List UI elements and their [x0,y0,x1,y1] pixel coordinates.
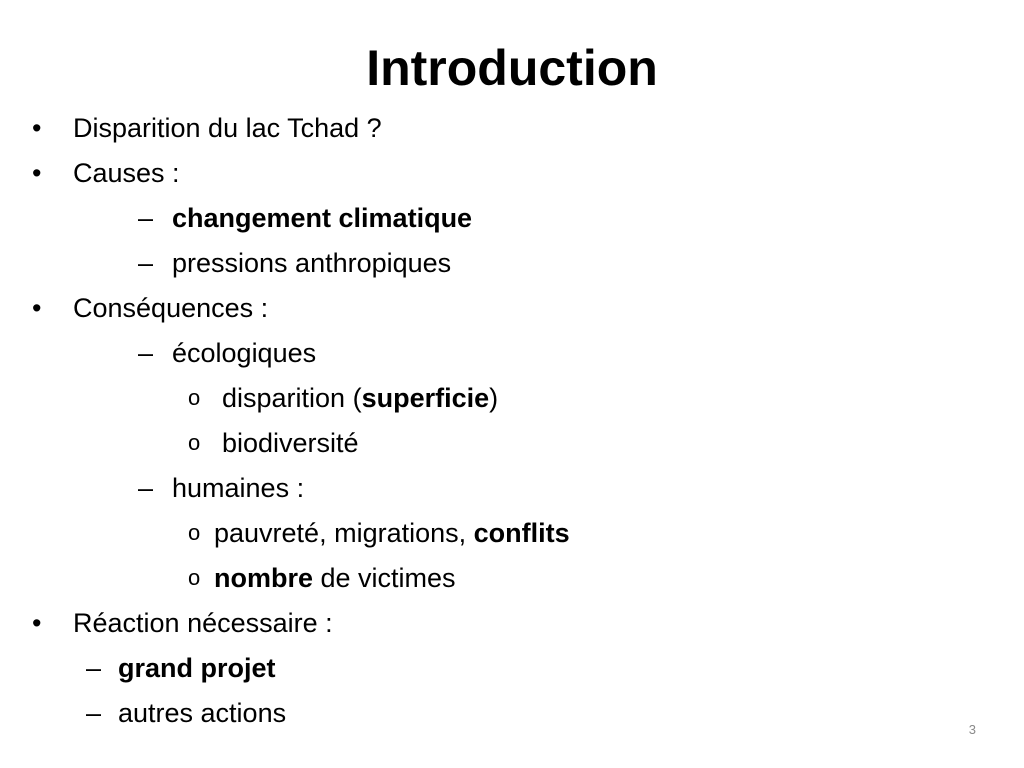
circle-bullet-icon: o [188,520,201,545]
item-pauvrete-conflits [214,513,570,553]
circle-bullet-icon: o [188,565,201,590]
text-segment: disparition ( [222,383,362,413]
dash-icon: – [138,473,154,503]
text-segment: ) [489,383,499,413]
item-ecologiques: écologiques [172,338,317,368]
circle-bullet-icon: o [188,430,201,455]
page-number: 3 [968,722,976,737]
item-grand-projet: grand projet [118,653,276,683]
item-consequences: Conséquences : [73,293,269,323]
text-segment-bold: conflits [473,518,570,548]
dash-icon: – [138,338,154,368]
bullet-icon: • [32,293,42,323]
dash-icon: – [138,203,154,233]
item-disparition-superficie [222,378,498,418]
item-causes: Causes : [73,158,180,188]
circle-bullet-icon: o [188,385,201,410]
bullet-icon: • [32,113,42,143]
item-reaction: Réaction nécessaire : [73,608,333,638]
dash-icon: – [86,698,102,728]
text-segment-bold: superficie [361,383,490,413]
bullet-icon: • [32,158,42,188]
text-segment: pauvreté, migrations, [214,518,474,548]
slide-title: Introduction [366,40,658,96]
item-changement-climatique: changement climatique [172,203,473,233]
dash-icon: – [86,653,102,683]
item-pressions: pressions anthropiques [172,248,452,278]
item-nombre-victimes [214,558,456,598]
bullet-icon: • [32,608,42,638]
text-segment-bold: nombre [214,563,314,593]
dash-icon: – [138,248,154,278]
item-humaines: humaines : [172,473,305,503]
text-segment: de victimes [313,563,456,593]
item-biodiversite: biodiversité [222,428,359,458]
item-disparition-lac: Disparition du lac Tchad ? [73,113,382,143]
item-autres-actions: autres actions [118,698,287,728]
